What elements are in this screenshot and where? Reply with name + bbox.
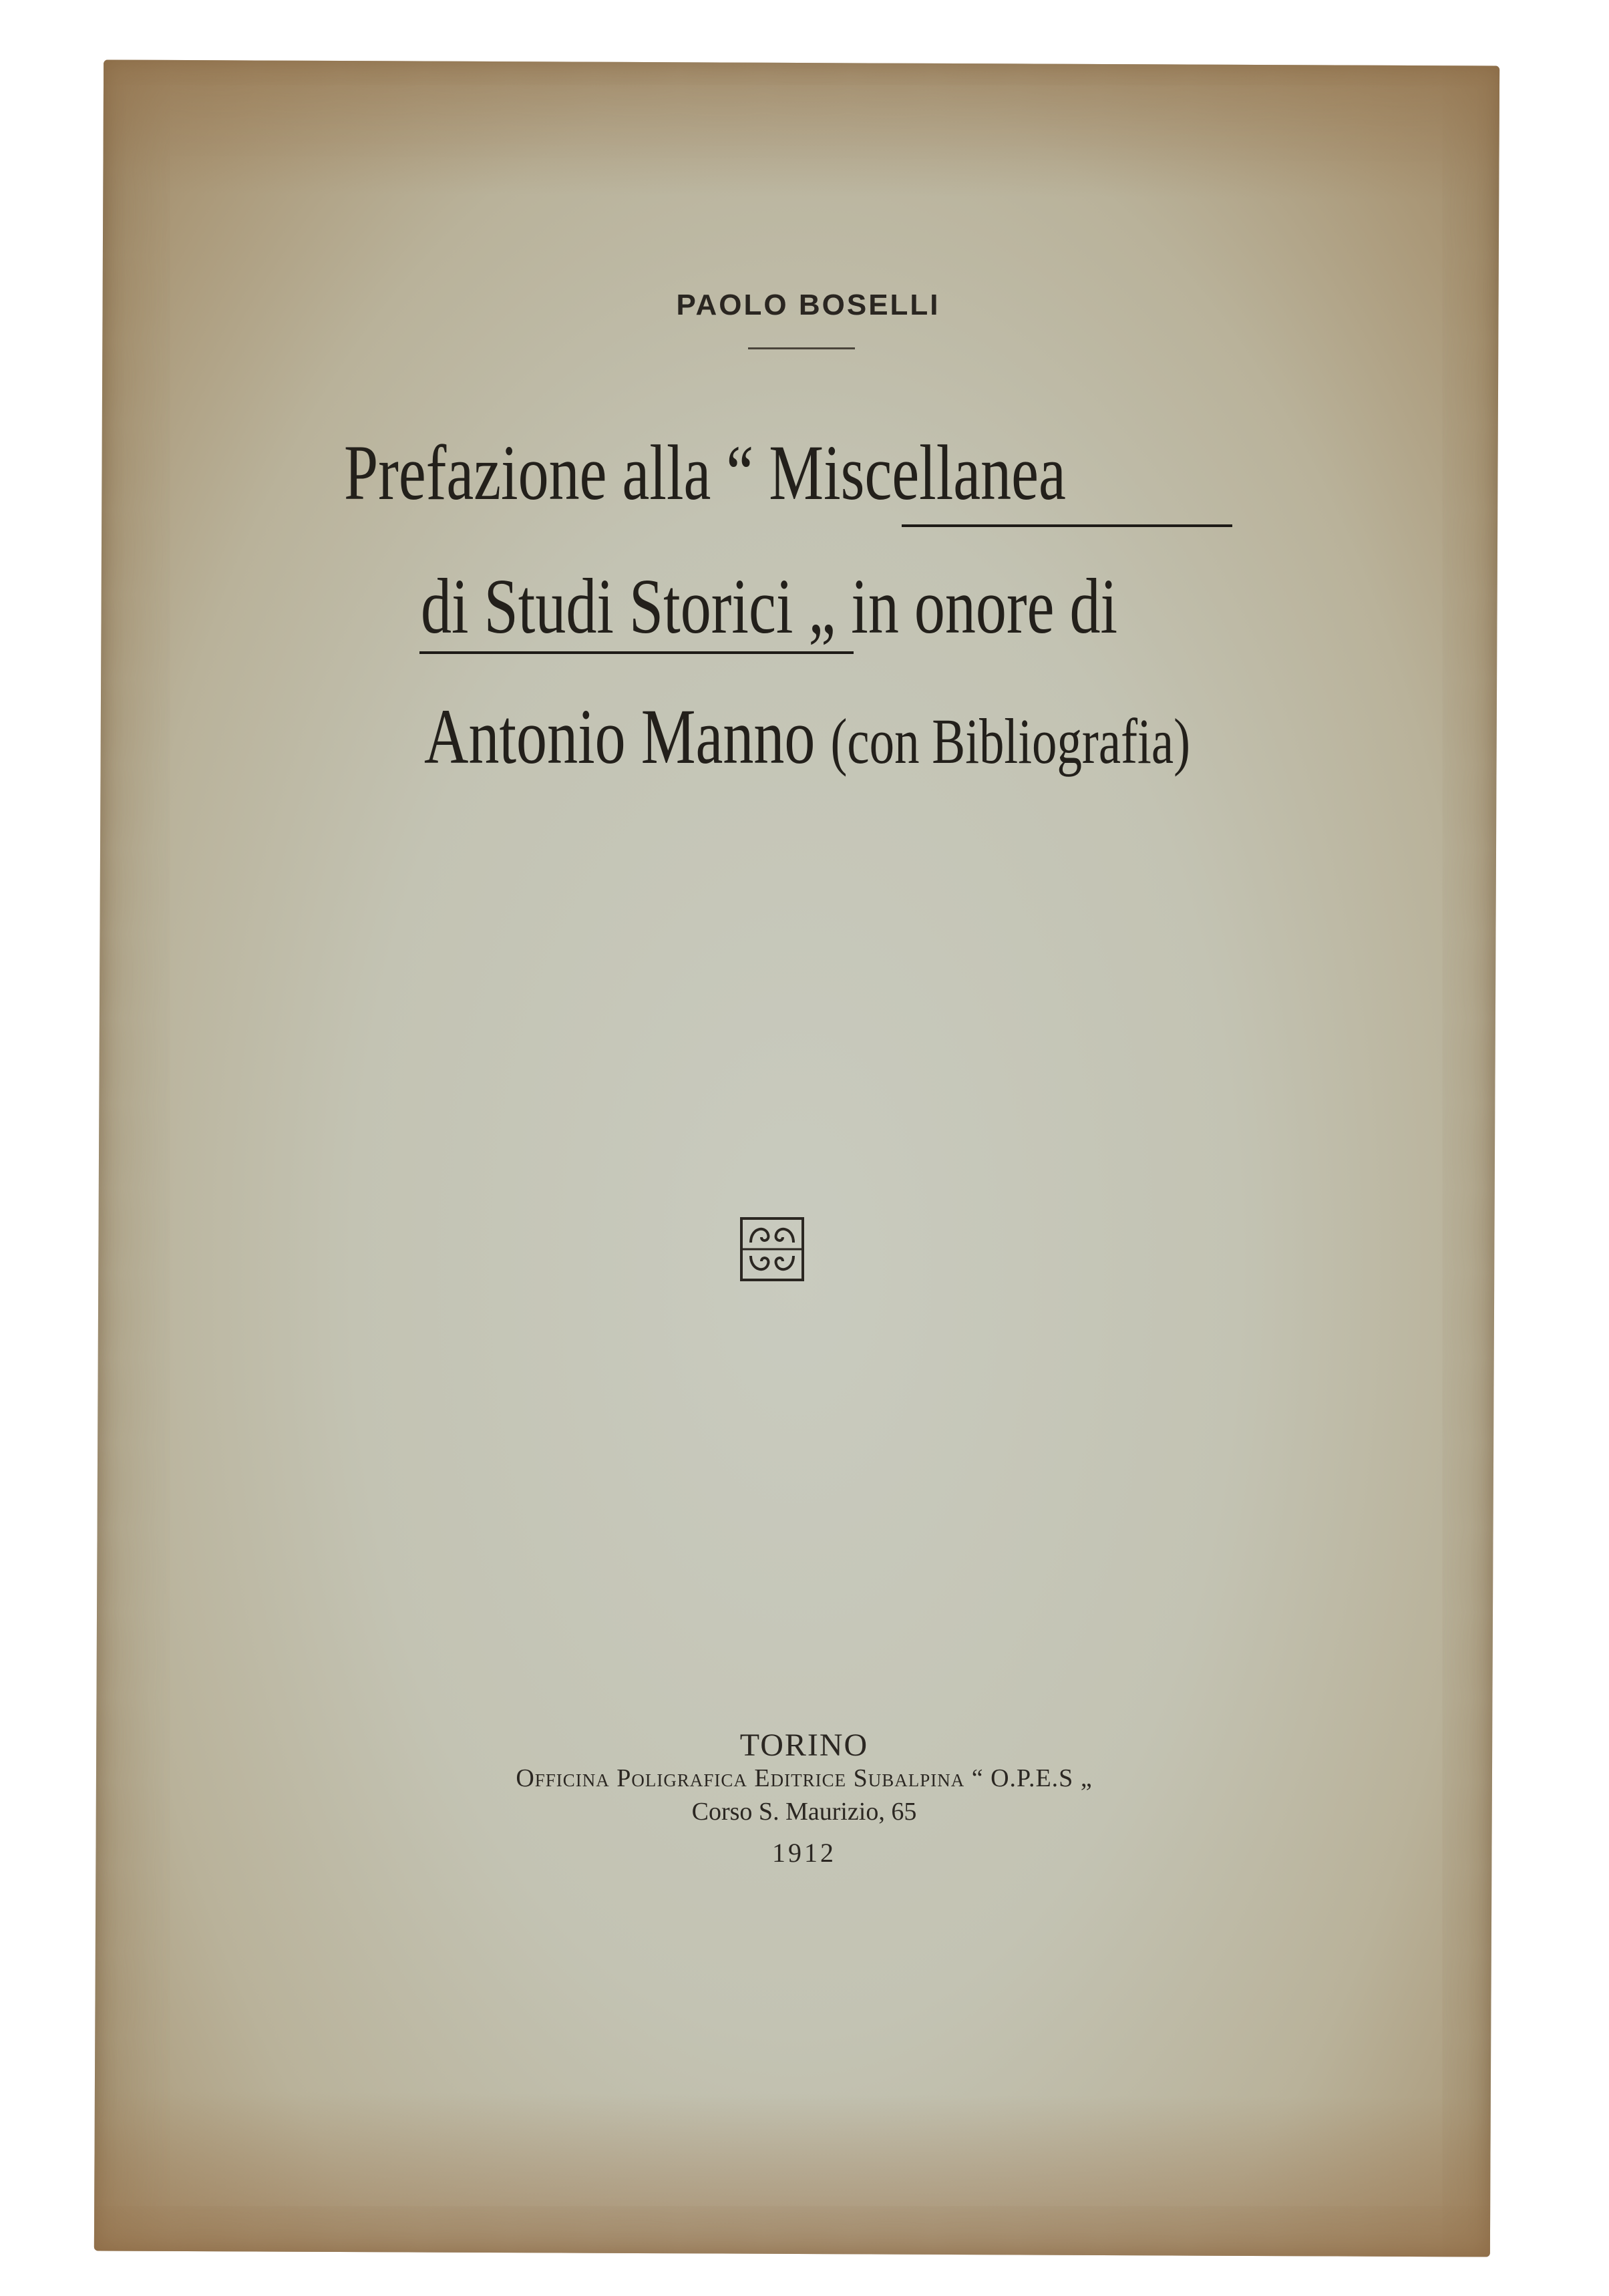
paper-stain-top [103, 59, 1499, 199]
title-line-2: di Studi Storici „ in onore di [421, 562, 1118, 650]
author-rule [748, 347, 855, 349]
title-line-3-main: Antonio Manno [424, 693, 816, 780]
imprint-city: TORINO [739, 1728, 869, 1763]
title-underline-2 [419, 651, 854, 654]
book-cover [94, 59, 1499, 2257]
title-underline-1 [902, 524, 1232, 527]
title-line-1: Prefazione alla “ Miscellanea [344, 429, 1066, 516]
imprint-year: 1912 [772, 1838, 836, 1868]
imprint-address: Corso S. Maurizio, 65 [691, 1798, 917, 1826]
imprint-publisher: Officina Poligrafica Editrice Subalpina “ O.P.E.S „ [516, 1764, 1093, 1792]
printer-ornament-icon [739, 1216, 806, 1283]
title-line-3 [424, 691, 1190, 782]
paper-stain-bottom [94, 2090, 1491, 2257]
title-parenthetical: (con Bibliografia) [830, 705, 1191, 777]
author-name: PAOLO BOSELLI [676, 289, 940, 321]
